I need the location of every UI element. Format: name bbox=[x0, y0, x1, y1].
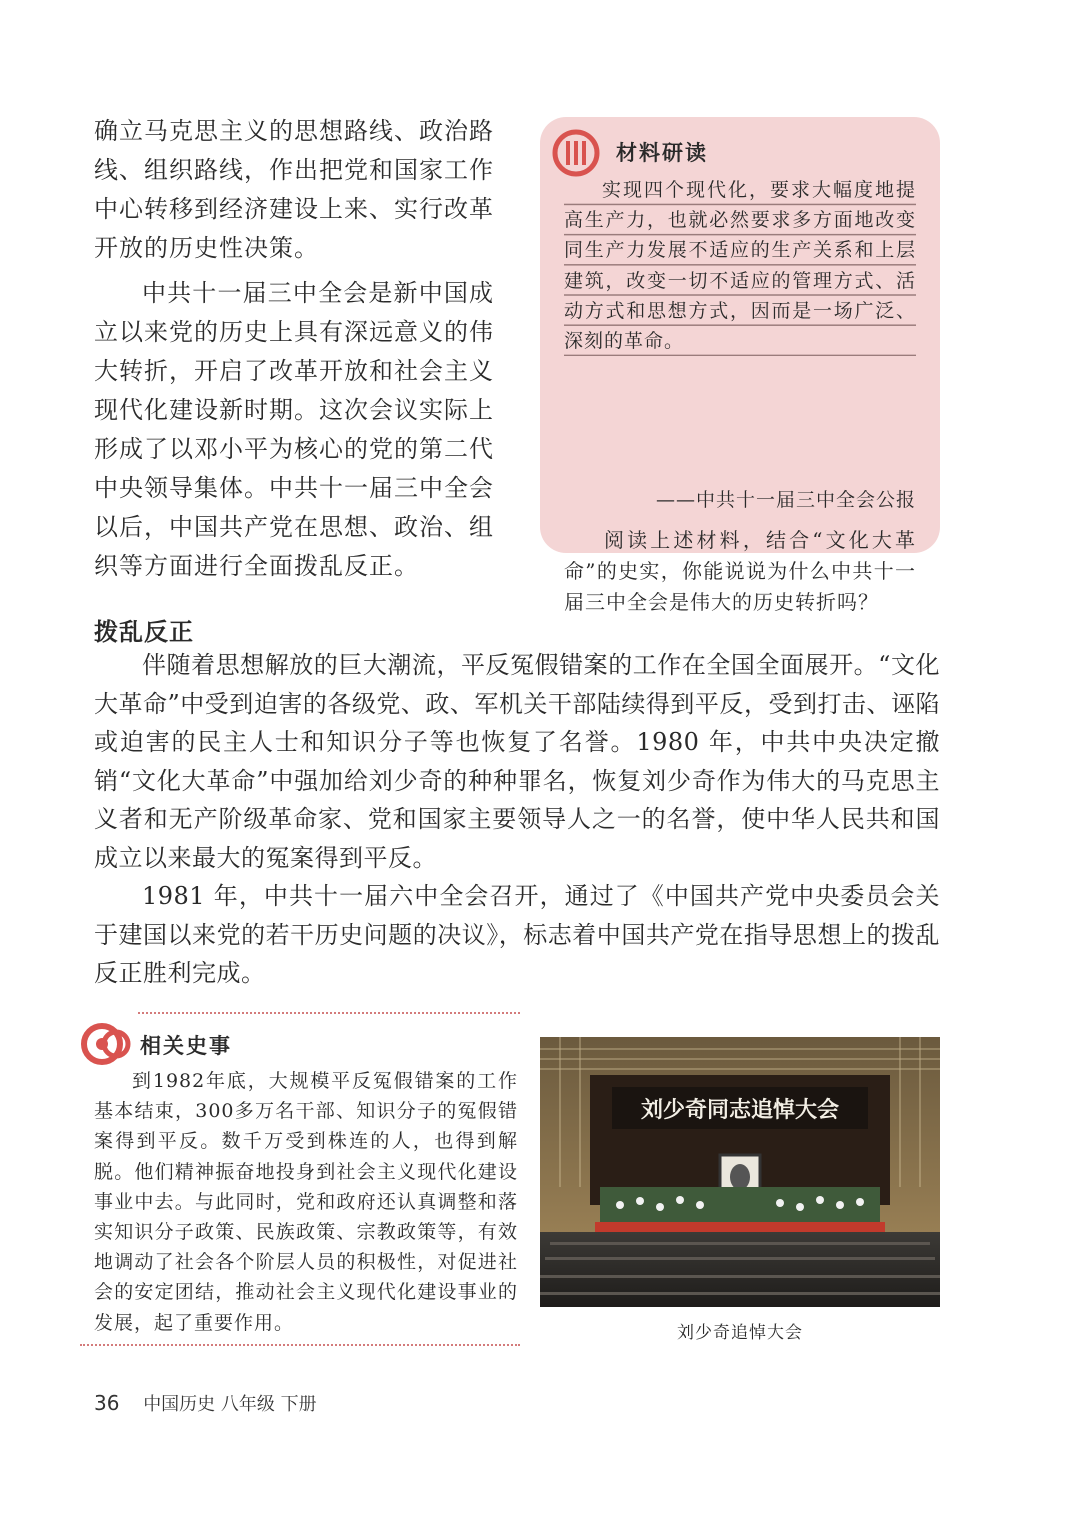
related-history-text: 到1982年底，大规模平反冤假错案的工作基本结束，300多万名干部、知识分子的冤假错案得到平反。数千万受到株连的人，也得到解脱。他们精神振奋地投身到社会主义现代化建设事业中去。与此同时，党和政府还认真调整和落实知识分子政策、民族政策、宗教政策等，有效地调动了社会各个阶层人员的积极性，对促进社会的安定团结，推动社会主义现代化建设事业的发展，起了重要作用。 bbox=[94, 1070, 518, 1334]
memorial-banner-text: 刘少奇同志追悼大会 bbox=[640, 1098, 840, 1123]
material-reading-box bbox=[540, 117, 940, 614]
material-source: ——中共十一届三中全会公报 bbox=[655, 489, 916, 511]
memorial-photo bbox=[540, 1037, 940, 1307]
photo-caption: 刘少奇追悼大会 bbox=[677, 1323, 803, 1343]
section-title: 拨乱反正 bbox=[94, 618, 194, 646]
book-title: 中国历史 八年级 下册 bbox=[143, 1394, 317, 1415]
related-history-title: 相关史事 bbox=[140, 1034, 232, 1058]
top-dotted-divider bbox=[138, 1012, 520, 1014]
related-history-box bbox=[80, 1012, 520, 1346]
material-quote-container bbox=[564, 175, 916, 477]
material-question: 阅读上述材料，结合“文化大革命”的史实，你能说说为什么中共十一届三中全会是伟大的历史转折吗？ bbox=[564, 528, 916, 614]
material-reading-title: 材料研读 bbox=[616, 141, 708, 165]
memorial-hall-image bbox=[540, 1037, 940, 1307]
section-paragraph-2: 1981 年，中共十一届六中全会召开，通过了《中国共产党中央委员会关于建国以来党的若干历史问题的决议》，标志着中国共产党在指导思想上的拨乱反正胜利完成。 bbox=[94, 882, 940, 987]
related-history-icon bbox=[80, 1016, 136, 1072]
material-reading-icon bbox=[552, 129, 600, 177]
intro-paragraph-2: 中共十一届三中全会是新中国成立以来党的历史上具有深远意义的伟大转折，开启了改革开放和社会主义现代化建设新时期。这次会议实际上形成了以邓小平为核心的党的第二代中央领导集体。中共十一届三中全会以后，中国共产党在思想、政治、组织等方面进行全面拨乱反正。 bbox=[94, 279, 494, 580]
bottom-dotted-divider bbox=[80, 1344, 520, 1346]
page-number: 36 bbox=[94, 1391, 120, 1415]
intro-paragraph-1: 确立马克思主义的思想路线、政治路线、组织路线，作出把党和国家工作中心转移到经济建设上来、实行改革开放的历史性决策。 bbox=[94, 117, 494, 262]
page-footer bbox=[94, 1390, 317, 1416]
intro-text bbox=[94, 112, 494, 586]
material-quote: 实现四个现代化，要求大幅度地提高生产力，也就必然要求多方面地改变同生产力发展不适应的生产关系和上层建筑，改变一切不适应的管理方式、活动方式和思想方式，因而是一场广泛、深刻的革命。 bbox=[564, 175, 916, 356]
section-body bbox=[94, 646, 940, 993]
section-paragraph-1: 伴随着思想解放的巨大潮流，平反冤假错案的工作在全国全面展开。“文化大革命”中受到迫害的各级党、政、军机关干部陆续得到平反，受到打击、诬陷或迫害的民主人士和知识分子等也恢复了名誉。1980 年，中共中央决定撤销“文化大革命”中强加给刘少奇的种种罪名，恢复刘少奇作为伟大的马克思主义者和无产阶级革命家、党和国家主要领导人之一的名誉，使中华人民共和国成立以来最大的冤案得到平反。 bbox=[94, 651, 940, 872]
